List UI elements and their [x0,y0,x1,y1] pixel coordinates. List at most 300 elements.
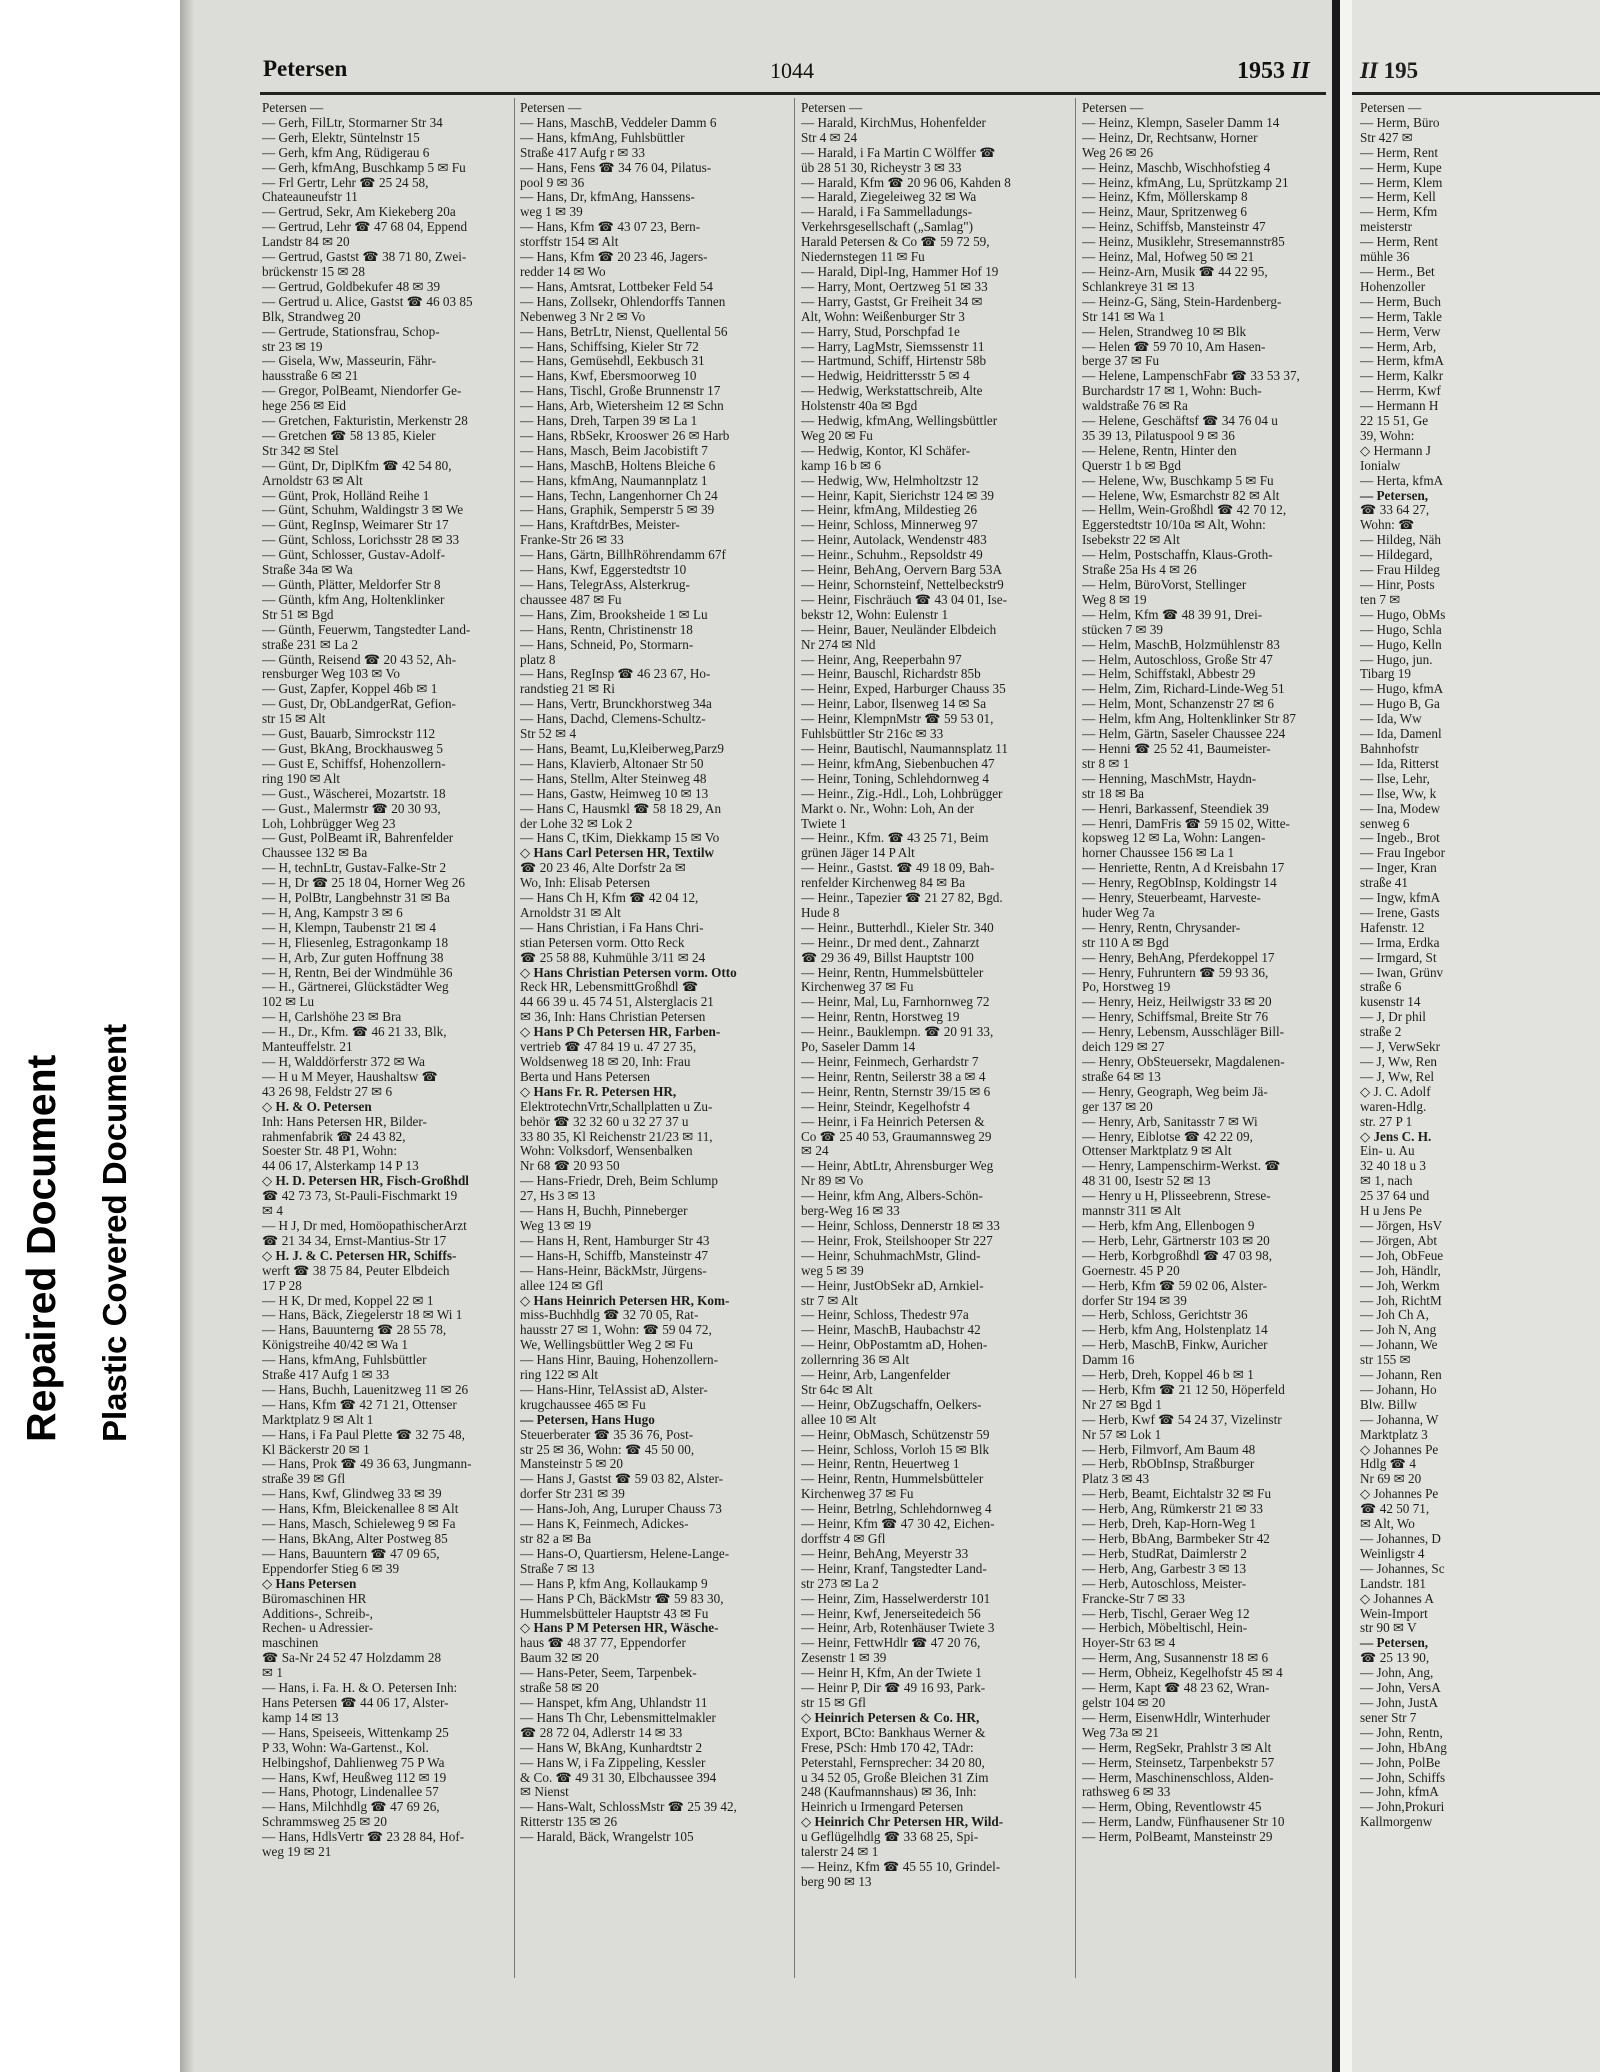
directory-entry-line: Helbingshof, Dahlienweg 75 P Wa [262,1755,445,1770]
directory-entry-line: — Hans, Kwf, Glindweg 33 ✉ 39 [262,1487,442,1502]
directory-entry-line: Petersen — [262,101,324,115]
directory-entry-line: — Heinr, Kfm ☎ 47 30 42, Eichen- [801,1517,995,1532]
directory-entry-line: — Heinr., Schuhm., Repsoldstr 49 [801,548,983,563]
directory-entry-line: — Frl Gertr, Lehr ☎ 25 24 58, [262,175,429,190]
directory-entry-line: — Heinr, Kranf, Tangstedter Land- [801,1561,987,1576]
directory-entry-line: — Joh Ch A, [1360,1307,1429,1323]
directory-entry-line: — Heinr, Rentn, Heuertweg 1 [801,1457,960,1472]
directory-entry-line: — Helm, Schiffstakl, Abbestr 29 [1082,667,1256,682]
directory-entry-line: — Hans-O, Quartiersm, Helene-Lange- [520,1546,730,1561]
directory-entry-line: talerstr 24 ✉ 1 [801,1845,879,1860]
directory-entry-line: — Heinr, i Fa Heinrich Petersen & [801,1114,985,1129]
directory-entry-line: — Helene, Rentn, Hinter den [1082,443,1237,458]
directory-entry-line: — Hans-Joh, Ang, Luruper Chauss 73 [520,1502,722,1517]
directory-entry-line: Landstr 84 ✉ 20 [262,235,350,250]
directory-entry-line: — Helene, Geschäftsf ☎ 34 76 04 u [1082,414,1278,429]
directory-entry-line: — Irene, Gasts [1360,904,1440,920]
directory-entry-line: — Herb, Korbgroßhdl ☎ 47 03 98, [1082,1248,1273,1263]
directory-entry-line: str 23 ✉ 19 [262,339,323,354]
directory-entry-line: 44 06 17, Alsterkamp 14 P 13 [262,1159,419,1174]
directory-entry-line: — Hugo B, Ga [1360,696,1440,712]
directory-entry-line: kusenstr 14 [1360,994,1421,1010]
directory-entry-line: — Hans, HdlsVertr ☎ 23 28 84, Hof- [262,1830,465,1845]
directory-entry-line: — Henry, Lampenschirm-Werkst. ☎ [1082,1159,1281,1174]
directory-entry-line: Str 141 ✉ Wa 1 [1082,309,1166,324]
directory-entry-line: — Günt, Schlosser, Gustav-Adolf- [262,548,445,563]
directory-entry-line: — Herb, Kwf ☎ 54 24 37, Vizelinstr [1082,1412,1282,1427]
directory-entry-line: Wein-Import [1360,1605,1428,1621]
directory-entry-line: — Heinr, Autolack, Wendenstr 483 [801,533,987,548]
directory-entry-line: — Harald, Bäck, Wrangelstr 105 [520,1830,694,1845]
directory-entry-line: ◇ Hans P Ch Petersen HR, Farben- [520,1025,721,1040]
directory-entry-line: Francke-Str 7 ✉ 33 [1082,1591,1185,1606]
directory-entry-line: chaussee 487 ✉ Fu [520,592,622,607]
directory-entry-line: Petersen — [520,101,582,115]
directory-entry-line: — Hanspet, kfm Ang, Uhlandstr 11 [520,1695,708,1710]
directory-entry-line: — Gertrud, Goldbekufer 48 ✉ 39 [262,279,441,294]
directory-entry-line: — John, kfmA [1360,1784,1439,1800]
directory-entry-line: vertrieb ☎ 47 84 19 u. 47 27 35, [520,1040,697,1055]
directory-entry-line: ◇ Johannes Pe [1360,1486,1439,1502]
directory-entry-line: — Helm, MaschB, Holzmühlenstr 83 [1082,637,1280,652]
directory-entry-line: — Hans, Stellm, Alter Steinweg 48 [520,771,707,786]
directory-entry-line: krugchaussee 465 ✉ Fu [520,1397,646,1412]
directory-entry-line: — Heinr, Rentn, Seilerstr 38 a ✉ 4 [801,1069,986,1084]
directory-entry-line: str 7 ✉ Alt [801,1293,858,1308]
directory-entry-line: — Ida, Ritterst [1360,755,1439,771]
directory-entry-line: — Heinr, Schloss, Minnerweg 97 [801,518,978,533]
directory-entry-line: — Hans, Bauunterng ☎ 28 55 78, [262,1323,447,1338]
directory-entry-line: haus ☎ 48 37 77, Eppendorfer [520,1636,686,1651]
directory-entry-line: — Hedwig, Ww, Helmholtzstr 12 [801,473,979,488]
directory-entry-line: werft ☎ 38 75 84, Peuter Elbdeich [262,1263,450,1278]
next-page-header-rule [1352,92,1600,95]
directory-entry-line: Str 4 ✉ 24 [801,130,858,145]
directory-entry-line: str 15 ✉ Alt [262,712,326,727]
directory-entry-line: Ritterstr 135 ✉ 26 [520,1815,618,1830]
directory-entry-line: — Hans C, tKim, Diekkamp 15 ✉ Vo [520,831,720,846]
directory-entry-line: — Hans, Zim, Brooksheide 1 ✉ Lu [520,607,708,622]
directory-entry-line: — Herm, Rent [1360,144,1439,160]
directory-entry-line: ◇ H. D. Petersen HR, Fisch-Großhdl [262,1174,469,1189]
directory-entry-line: — Herm, kfmA [1360,353,1444,369]
directory-entry-line: — Hans, Arb, Wietersheim 12 ✉ Schn [520,399,724,414]
directory-entry-line: — Gisela, Ww, Masseurin, Fähr- [262,354,437,369]
directory-entry-line: Straße 34a ✉ Wa [262,563,353,578]
directory-entry-line: Str 52 ✉ 4 [520,727,577,742]
directory-entry-line: — Heinz, Mal, Hofweg 50 ✉ 21 [1082,250,1255,265]
directory-entry-line: Straße 25a Hs 4 ✉ 26 [1082,563,1197,578]
directory-entry-line: brückenstr 15 ✉ 28 [262,264,365,279]
directory-entry-line: — Gertrud, Sekr, Am Kiekeberg 20a [262,205,456,220]
directory-entry-line: — Hans, Gastw, Heimweg 10 ✉ 13 [520,786,709,801]
directory-entry-line: — Herb, BbAng, Barmbeker Str 42 [1082,1532,1270,1546]
directory-entry-line: — Heinr, BehAng, Oervern Barg 53A [801,563,1003,578]
directory-entry-line: — Heinr, Feinmech, Gerhardstr 7 [801,1055,979,1069]
directory-entry-line: — Harald, i Fa Martin C Wölffer ☎ [801,145,996,160]
directory-entry-line: randstieg 21 ✉ Ri [520,682,615,697]
directory-entry-line: — Günt, RegInsp, Weimarer Str 17 [262,518,449,533]
directory-entry-line: — Hans, Kfm ☎ 42 71 21, Ottenser [262,1397,457,1412]
directory-column-3 [801,101,1085,1890]
directory-entry-line: P 33, Wohn: Wa-Gartenst., Kol. [262,1740,429,1755]
directory-entry-line: — Herb, Lehr, Gärtnerstr 103 ✉ 20 [1082,1233,1270,1248]
directory-entry-line: — Johanna, W [1360,1411,1439,1427]
directory-entry-line: — Harry, Mont, Oertzweg 51 ✉ 33 [801,279,988,294]
directory-entry-line: redder 14 ✉ Wo [520,264,606,279]
directory-entry-line: — Helm, BüroVorst, Stellinger [1082,578,1247,592]
directory-entry-line: — Hans-H, Schiffb, Mansteinstr 47 [520,1248,709,1263]
directory-entry-line: — Hans, Fens ☎ 34 76 04, Pilatus- [520,160,712,175]
directory-entry-line: — Heinz, Schiffsb, Mansteinstr 47 [1082,220,1266,235]
directory-entry-line: — Heinz, Maschb, Wischhofstieg 4 [1082,160,1271,175]
directory-entry-line: — Hans, Gärtn, BillhRöhrendamm 67f [520,548,726,563]
directory-entry-line: — Henry, Geograph, Weg beim Jä- [1082,1084,1268,1099]
directory-entry-line: Peterstahl, Fernsprecher: 34 20 80, [801,1755,985,1770]
directory-entry-line: Nr 89 ✉ Vo [801,1174,864,1189]
directory-entry-line: ☎ 28 72 04, Adlerstr 14 ✉ 33 [520,1725,683,1740]
directory-entry-line: — H, PolBtr, Langbehnstr 31 ✉ Ba [262,891,450,906]
directory-entry-line: Kallmorgenw [1360,1814,1433,1830]
directory-entry-line: — Ingw, kfmA [1360,890,1441,906]
directory-entry-line: Ottenser Marktplatz 9 ✉ Alt [1082,1144,1232,1159]
directory-entry-line: — Hans, Kwf, Heußweg 112 ✉ 19 [262,1770,447,1785]
directory-entry-line: — Harald, Kfm ☎ 20 96 06, Kahden 8 [801,175,1011,190]
directory-entry-line: rathsweg 6 ✉ 33 [1082,1785,1171,1800]
directory-entry-line: platz 8 [520,652,556,667]
directory-entry-line: — Hans, Kfm, Bleickenallee 8 ✉ Alt [262,1502,459,1517]
directory-entry-line: Weg 8 ✉ 19 [1082,592,1147,607]
directory-entry-line: — Henri, DamFris ☎ 59 15 02, Witte- [1082,816,1290,831]
next-page-part: II [1360,58,1378,83]
directory-entry-line: — Helm, Postschaffn, Klaus-Groth- [1082,548,1273,563]
directory-entry-line: — H, technLtr, Gustav-Falke-Str 2 [262,861,447,876]
directory-entry-line: der Lohe 32 ✉ Lok 2 [520,816,633,831]
directory-entry-line: — John, Ang, [1360,1665,1434,1681]
directory-entry-line: ◇ Hans Heinrich Petersen HR, Kom- [520,1293,730,1308]
directory-entry-line: Chateauneufstr 11 [262,190,358,205]
directory-entry-line: — Herb, kfm Ang, Holstenplatz 14 [1082,1323,1268,1338]
directory-entry-line: — Hans, Kfm ☎ 20 23 46, Jagers- [520,250,708,265]
directory-entry-line: — Hedwig, Heidrittersstr 5 ✉ 4 [801,369,970,384]
directory-entry-line: — John, HbAng [1360,1739,1447,1755]
directory-entry-line: — Harald, i Fa Sammelladungs- [801,205,973,220]
directory-entry-line: — Gertrud, Gastst ☎ 38 71 80, Zwei- [262,250,467,265]
directory-entry-line: — J, Ww, Rel [1360,1068,1434,1084]
directory-entry-line: — J, Dr phil [1360,1009,1426,1025]
directory-entry-line: Alt, Wohn: Weißenburger Str 3 [801,309,965,324]
directory-entry-line: — Hildegard, [1360,547,1433,563]
directory-entry-line: — Henry, Fuhruntern ☎ 59 93 36, [1082,965,1269,980]
directory-entry-line: — Helm, kfm Ang, Holtenklinker Str 87 [1082,712,1296,727]
directory-entry-line: — Harry, Gastst, Gr Freiheit 34 ✉ [801,294,983,309]
directory-entry-line: — Gretchen ☎ 58 13 85, Kieler [262,428,436,443]
directory-entry-line: Nr 69 ✉ 20 [1360,1471,1422,1487]
directory-entry-line: ◇ Hans P M Petersen HR, Wäsche- [520,1621,719,1636]
directory-entry-line: straße 64 ✉ 13 [1082,1069,1161,1084]
directory-entry-line: — Hans, Graphik, Semperstr 5 ✉ 39 [520,503,715,518]
directory-entry-line: — Hans, Dreh, Tarpen 39 ✉ La 1 [520,414,698,429]
column-divider [1075,98,1076,1978]
directory-entry-line: rahmenfabrik ☎ 24 43 82, [262,1129,406,1144]
directory-entry-line: — H, Klempn, Taubenstr 21 ✉ 4 [262,920,436,935]
directory-entry-line: Nr 68 ☎ 20 93 50 [520,1159,620,1174]
directory-entry-line: 32 40 18 u 3 [1360,1158,1426,1174]
directory-entry-line: — Herm, EisenwHdlr, Winterhuder [1082,1710,1271,1725]
directory-entry-line: 102 ✉ Lu [262,995,315,1010]
directory-entry-line: — Heinr, Zim, Hasselwerderstr 101 [801,1591,991,1606]
directory-entry-line: sener Str 7 [1360,1709,1417,1725]
directory-entry-line: — Heinr, Bauer, Neuländer Elbdeich [801,622,997,637]
directory-entry-line: — Heinr., Gastst. ☎ 49 18 09, Bah- [801,861,995,876]
directory-entry-line: — Herta, kfmA [1360,472,1444,488]
directory-entry-line: Petersen — [1360,100,1422,115]
directory-entry-line: — Herm, Obing, Reventlowstr 45 [1082,1800,1262,1815]
directory-entry-line: — Gust, Zapfer, Koppel 46b ✉ 1 [262,682,438,697]
directory-entry-line: Twiete 1 [801,816,847,831]
directory-entry-line: — Heinr, Arb, Rotenhäuser Twiete 3 [801,1621,995,1636]
directory-entry-line: 48 31 00, Isestr 52 ✉ 13 [1082,1174,1211,1189]
directory-entry-line: — Petersen, [1360,487,1429,503]
directory-entry-line: str 273 ✉ La 2 [801,1576,879,1591]
directory-entry-line: Kirchenweg 37 ✉ Fu [801,1487,914,1502]
directory-entry-line: — Herb, Autoschloss, Meister- [1082,1576,1247,1591]
directory-entry-line: dorffstr 4 ✉ Gfl [801,1532,886,1546]
directory-entry-line: kamp 16 b ✉ 6 [801,458,881,473]
directory-entry-line: — Heinr, Fischräuch ☎ 43 04 01, Ise- [801,592,1007,607]
directory-entry-line: Heinrich u Irmengard Petersen [801,1800,964,1815]
directory-entry-line: — Hartmund, Schiff, Hirtenstr 58b [801,354,987,369]
directory-entry-line: rensburger Weg 103 ✉ Vo [262,667,400,682]
directory-entry-line: — Henry, Schiffsmal, Breite Str 76 [1082,1010,1269,1025]
directory-entry-line: — Hans Hinr, Bauing, Hohenzollern- [520,1353,718,1368]
directory-entry-line: 33 80 35, Kl Reichenstr 21/23 ✉ 11, [520,1129,713,1144]
directory-entry-line: — Johann, We [1360,1337,1438,1353]
directory-entry-line: — Gerh, FilLtr, Stormarner Str 34 [262,115,443,130]
directory-entry-line: Landstr. 181 [1360,1575,1426,1591]
directory-entry-line: Po, Saseler Damm 14 [801,1040,916,1055]
directory-entry-line: str. 27 P 1 [1360,1113,1413,1129]
page-header-year [1237,58,1310,85]
directory-entry-line: — Henry, Heiz, Heilwigstr 33 ✉ 20 [1082,995,1272,1010]
directory-entry-line: — Herb, Dreh, Koppel 46 b ✉ 1 [1082,1368,1254,1383]
directory-entry-line: ring 122 ✉ Alt [520,1368,599,1383]
directory-entry-line: — Hinr, Posts [1360,577,1435,592]
column-divider [514,98,515,1978]
directory-entry-line: üb 28 51 30, Richeystr 3 ✉ 33 [801,160,962,175]
directory-entry-line: — Heinr, Kapit, Sierichstr 124 ✉ 39 [801,488,994,503]
directory-entry-line: — Gerh, kfm Ang, Rüdigerau 6 [262,145,430,160]
directory-entry-line: — Herb, Ang, Garbestr 3 ✉ 13 [1082,1561,1247,1576]
directory-entry-line: — H, Ang, Kampstr 3 ✉ 6 [262,905,403,920]
directory-entry-line: — Heinr, Exped, Harburger Chauss 35 [801,682,1006,697]
directory-entry-line: — Hans, Schiffsing, Kieler Str 72 [520,339,699,354]
directory-entry-line: Damm 16 [1082,1353,1135,1368]
directory-entry-line: — Herm, Landw, Fünfhausener Str 10 [1082,1815,1285,1830]
directory-entry-line: — John, PolBe [1360,1754,1441,1770]
directory-entry-line: — Hans, Kfm ☎ 43 07 23, Bern- [520,220,701,235]
directory-entry-line: Niedernstegen 11 ✉ Fu [801,250,925,265]
directory-entry-line: allee 10 ✉ Alt [801,1412,877,1427]
directory-entry-line: ☎ 42 73 73, St-Pauli-Fischmarkt 19 [262,1189,458,1204]
directory-entry-line: waldstraße 76 ✉ Ra [1082,399,1188,414]
directory-entry-line: Markt o. Nr., Wohn: Loh, An der [801,801,975,816]
directory-entry-line: berge 37 ✉ Fu [1082,354,1160,369]
directory-entry-line: Export, BCto: Bankhaus Werner & [801,1725,986,1740]
directory-entry-line: — Hans, Photogr, Lindenallee 57 [262,1785,439,1800]
directory-entry-line: Straße 7 ✉ 13 [520,1561,595,1576]
directory-entry-line: ✉ 24 [801,1144,829,1159]
directory-entry-line: — Herb, StudRat, Daimlerstr 2 [1082,1546,1247,1561]
directory-entry-line: Hoyer-Str 63 ✉ 4 [1082,1636,1176,1651]
directory-entry-line: — Heinz, Kfm, Möllerskamp 8 [1082,190,1248,205]
directory-entry-line: Marktplatz 3 [1360,1426,1428,1442]
directory-entry-line: — Heinr, SchuhmachMstr, Glind- [801,1248,981,1263]
directory-entry-line: — Frau Ingebor [1360,845,1445,861]
directory-entry-line: bekstr 12, Wohn: Eulenstr 1 [801,607,949,622]
directory-entry-line: — Heinr., Kfm. ☎ 43 25 71, Beim [801,831,989,846]
directory-entry-line: — Helm, Mont, Schanzenstr 27 ✉ 6 [1082,697,1274,712]
directory-entry-line: Manteuffelstr. 21 [262,1040,353,1055]
directory-entry-line: Platz 3 ✉ 43 [1082,1472,1150,1487]
directory-entry-line: — Heinr, Schloss, Thedestr 97a [801,1308,969,1323]
directory-entry-line: — Herb, RbObInsp, Straßburger [1082,1457,1255,1472]
directory-entry-line: — Irma, Erdka [1360,934,1440,950]
directory-entry-line: renfelder Kirchenweg 84 ✉ Ba [801,876,966,891]
directory-entry-line: Petersen — [801,101,863,115]
directory-entry-line: — Hugo, Schla [1360,621,1442,637]
directory-entry-line: — Heinr, Schloss, Vorloh 15 ✉ Blk [801,1442,990,1457]
directory-entry-line: — Gerh, Elektr, Süntelnstr 15 [262,130,420,145]
directory-entry-line: — Petersen, [1360,1635,1429,1651]
directory-entry-line: ◇ J. C. Adolf [1360,1083,1431,1099]
directory-entry-line: Ionialw [1360,457,1401,473]
directory-entry-line: — Johannes, Sc [1360,1560,1445,1576]
directory-entry-line: — J, VerwSekr [1360,1039,1440,1055]
directory-entry-line: u Geflügelhdlg ☎ 33 68 25, Spi- [801,1830,979,1845]
directory-entry-line: — H., Gärtnerei, Glückstädter Weg [262,980,449,995]
directory-entry-line: — Helene, LampenschFabr ☎ 33 53 37, [1082,369,1300,384]
directory-entry-line: Mansteinstr 5 ✉ 20 [520,1457,623,1472]
directory-entry-line: — Hans, Milchhdlg ☎ 47 69 26, [262,1800,440,1815]
directory-entry-line: — Johann, Ho [1360,1381,1437,1397]
directory-entry-line: — Herb, Filmvorf, Am Baum 48 [1082,1442,1256,1457]
directory-entry-line: — Heinr, BehAng, Meyerstr 33 [801,1546,969,1561]
directory-entry-line: u 34 52 05, Große Bleichen 31 Zim [801,1770,989,1785]
directory-entry-line: — Günth, Feuerwm, Tangstedter Land- [262,622,471,637]
directory-entry-line: ◇ Jens C. H. [1360,1128,1432,1144]
directory-entry-line: We, Wellingsbüttler Weg 2 ✉ Fu [520,1338,693,1353]
directory-entry-line: Goernestr. 45 P 20 [1082,1263,1180,1278]
document-label-margin [0,0,178,2072]
directory-entry-line: — Harry, Stud, Porschpfad 1e [801,324,960,339]
directory-entry-line: ◇ H. & O. Petersen [262,1099,372,1114]
directory-entry-line: — Hans, kfmAng, Fuhlsbüttler [520,130,685,145]
directory-entry-line: — Herb, Kfm ☎ 21 12 50, Höperfeld [1082,1382,1285,1397]
directory-entry-line: ◇ Hans Petersen [262,1576,357,1591]
directory-entry-line: — John, JustA [1360,1694,1439,1710]
directory-entry-line: — Günt, Prok, Holländ Reihe 1 [262,488,430,503]
directory-entry-line: — Hans, MaschB, Veddeler Damm 6 [520,115,717,130]
directory-entry-line: — Günth, Reisend ☎ 20 43 52, Ah- [262,652,457,667]
directory-entry-line: 248 (Kaufmannshaus) ✉ 36, Inh: [801,1785,977,1800]
directory-entry-line: — Hans P, kfm Ang, Kollaukamp 9 [520,1576,708,1591]
directory-entry-line: — Hans, Bauuntern ☎ 47 09 65, [262,1546,440,1561]
directory-entry-line: — Günt, Dr, DiplKfm ☎ 42 54 80, [262,458,452,473]
directory-column-4 [1082,101,1366,1845]
directory-entry-line: kamp 14 ✉ 13 [262,1710,339,1725]
directory-entry-line: — Gust., Wäscherei, Mozartstr. 18 [262,786,446,801]
directory-entry-line: — Hans, Tischl, Große Brunnenstr 17 [520,384,721,399]
directory-entry-line: — Herrm, Kwf [1360,383,1441,399]
directory-entry-line: — Hugo, kfmA [1360,681,1444,697]
directory-entry-line: — Henry, Eiblotse ☎ 42 22 09, [1082,1129,1253,1144]
directory-entry-line: — Heinr., Bauklempn. ☎ 20 91 33, [801,1025,994,1040]
directory-entry-line: — Herb, kfm Ang, Ellenbogen 9 [1082,1218,1255,1233]
directory-entry-line: — Herm., Bet [1360,263,1435,279]
directory-page [180,0,1340,2072]
directory-entry-line: — Henri, Barkassenf, Steendiek 39 [1082,801,1269,816]
directory-entry-line: zollernring 36 ✉ Alt [801,1353,910,1368]
directory-entry-line: Weg 26 ✉ 26 [1082,145,1154,160]
directory-entry-line: — Hermann H [1360,398,1439,414]
directory-entry-line: — Hans-Hinr, TelAssist aD, Alster- [520,1382,708,1397]
directory-entry-line: — Johannes, D [1360,1531,1441,1546]
directory-entry-line: — Hans, RbSekr, Krooswег 26 ✉ Harb [520,428,730,443]
directory-entry-line: — Helene, Ww, Buschkamp 5 ✉ Fu [1082,473,1274,488]
directory-entry-line: — Hans Ch H, Kfm ☎ 42 04 12, [520,891,699,906]
header-rule [260,92,1326,95]
directory-entry-line: 27, Hs 3 ✉ 13 [520,1189,596,1204]
directory-entry-line: — Günth, Plätter, Meldorfer Str 8 [262,578,441,592]
directory-entry-line: Isebekstr 22 ✉ Alt [1082,533,1180,548]
directory-entry-line: Kl Bäckerstr 20 ✉ 1 [262,1442,370,1457]
directory-entry-line: — Heinr., Dr med dent., Zahnarzt [801,935,980,950]
directory-entry-line: — Heinz, kfmAng, Lu, Sprützkamp 21 [1082,175,1289,190]
directory-entry-line: — Hugo, ObMs [1360,606,1446,622]
directory-entry-line: ◇ Hermann J [1360,442,1431,458]
directory-entry-line: — John,Prokuri [1360,1799,1445,1815]
directory-entry-line: Nebenweg 3 Nr 2 ✉ Vo [520,309,646,324]
directory-entry-line: — Joh, ObFeue [1360,1247,1444,1263]
directory-entry-line: — Hans K, Feinmech, Adickes- [520,1517,689,1532]
directory-entry-line: Straße 417 Aufg 1 ✉ 33 [262,1368,390,1383]
directory-entry-line: Loh, Lohbrügger Weg 23 [262,816,396,831]
directory-entry-line: straße 2 [1360,1024,1402,1040]
directory-entry-line: & Co. ☎ 49 31 30, Elbchaussee 394 [520,1770,717,1785]
directory-entry-line: — H K, Dr med, Koppel 22 ✉ 1 [262,1293,434,1308]
directory-entry-line: ✉ Alt, Wo [1360,1516,1415,1532]
directory-entry-line: — Joh N, Ang [1360,1322,1437,1338]
directory-entry-line: — Hans, Prok ☎ 49 36 63, Jungmann- [262,1457,472,1472]
directory-entry-line: — Heinz, Musiklehr, Stresemannstr85 [1082,235,1285,250]
directory-entry-line: Woldsenweg 18 ✉ 20, Inh: Frau [520,1055,691,1069]
directory-entry-line: — Gust, Bauarb, Simrockstr 112 [262,727,436,742]
directory-entry-line: Wohn: ☎ [1360,517,1415,533]
directory-entry-line: weg 5 ✉ 39 [801,1263,864,1278]
directory-entry-line: — Hans Christian, i Fa Hans Chri- [520,920,704,935]
directory-entry-line: — Hans J, Gastst ☎ 59 03 82, Alster- [520,1472,723,1487]
directory-entry-line: — Henry, Arb, Sanitasstr 7 ✉ Wi [1082,1114,1258,1129]
directory-entry-line: Kirchenweg 37 ✉ Fu [801,980,914,995]
directory-entry-line: horner Chaussee 156 ✉ La 1 [1082,846,1235,861]
directory-entry-line: — Hans, TelegrAss, Alsterkrug- [520,578,690,592]
directory-entry-line: — Hans, Amtsrat, Lottbeker Feld 54 [520,279,714,294]
directory-entry-line: — Hans, Bäck, Ziegelerstr 18 ✉ Wi 1 [262,1308,463,1323]
directory-entry-line: — Hans, Dr, kfmAng, Hanssens- [520,190,695,205]
directory-entry-line: straße 39 ✉ Gfl [262,1472,346,1487]
directory-entry-line: Bahnhofstr [1360,740,1419,756]
